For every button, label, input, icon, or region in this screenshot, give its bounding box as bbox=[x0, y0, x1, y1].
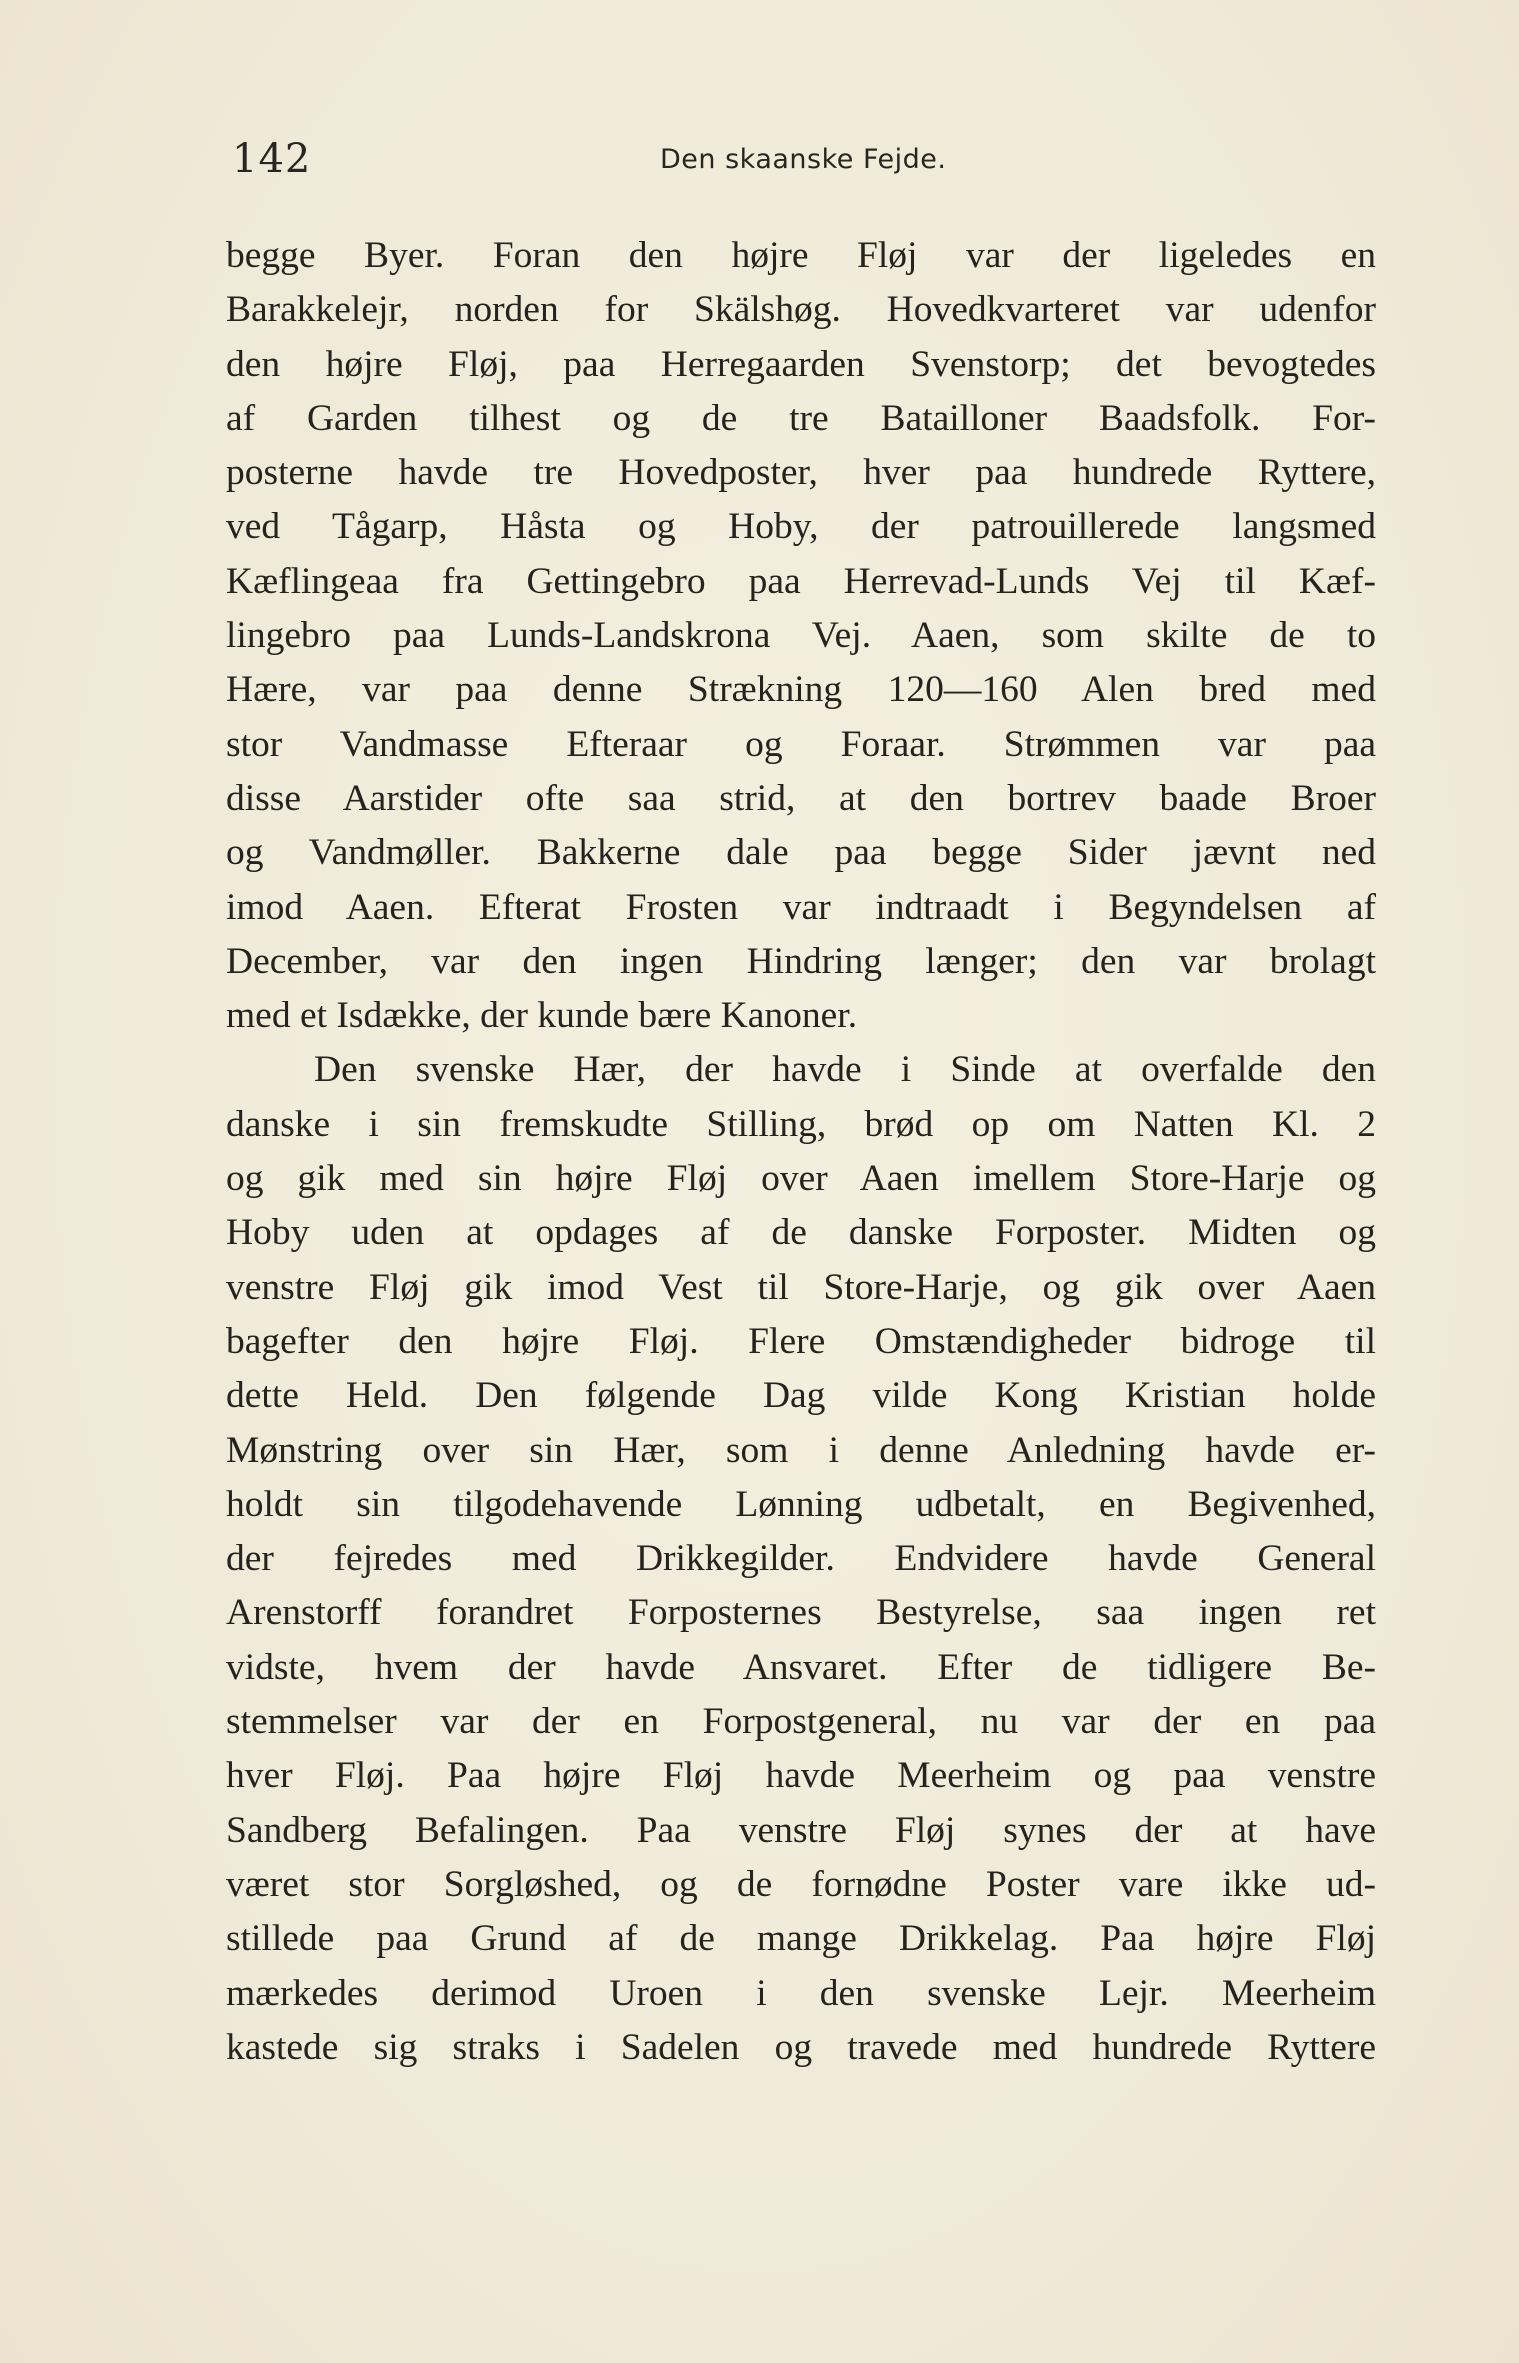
text-line: og gik med sin højre Fløj over Aaen imellem Store-Harje og bbox=[226, 1158, 1376, 1200]
text-line: disse Aarstider ofte saa strid, at den bortrev baade Broer bbox=[226, 777, 1376, 819]
text-line: med et Isdække, der kunde bære Kanoner. bbox=[226, 995, 858, 1037]
text-line: danske i sin fremskudte Stilling, brød op om Natten Kl. 2 bbox=[226, 1103, 1376, 1145]
page-header bbox=[226, 132, 1376, 192]
text-line: der fejredes med Drikkegilder. Endvidere havde General bbox=[226, 1538, 1376, 1580]
text-line: bagefter den højre Fløj. Flere Omstændigheder bidroge til bbox=[226, 1320, 1376, 1362]
text-line: ved Tågarp, Håsta og Hoby, der patrouillerede langsmed bbox=[226, 506, 1376, 548]
text-line: Hoby uden at opdages af de danske Forposter. Midten og bbox=[226, 1212, 1376, 1254]
text-line: lingebro paa Lunds-Landskrona Vej. Aaen, som skilte de to bbox=[226, 615, 1376, 657]
running-title: Den skaanske Fejde. bbox=[660, 144, 947, 175]
text-line: og Vandmøller. Bakkerne dale paa begge Sider jævnt ned bbox=[226, 832, 1376, 874]
paragraph-1 bbox=[226, 229, 1376, 1043]
text-line: den højre Fløj, paa Herregaarden Svenstorp; det bevogtedes bbox=[226, 343, 1376, 385]
text-line: imod Aaen. Efterat Frosten var indtraadt i Begyndelsen af bbox=[226, 886, 1376, 928]
text-line: December, var den ingen Hindring længer; den var brolagt bbox=[226, 940, 1376, 982]
text-line: stor Vandmasse Efteraar og Foraar. Strømmen var paa bbox=[226, 723, 1376, 765]
text-line: dette Held. Den følgende Dag vilde Kong Kristian holde bbox=[226, 1375, 1376, 1417]
text-line: stillede paa Grund af de mange Drikkelag. Paa højre Fløj bbox=[226, 1918, 1376, 1960]
text-line: Sandberg Befalingen. Paa venstre Fløj synes der at have bbox=[226, 1809, 1376, 1851]
text-line: Kæflingeaa fra Gettingebro paa Herrevad-Lunds Vej til Kæf- bbox=[226, 560, 1376, 602]
text-line: af Garden tilhest og de tre Batailloner Baadsfolk. For- bbox=[226, 397, 1376, 439]
text-line: Mønstring over sin Hær, som i denne Anledning havde er- bbox=[226, 1429, 1376, 1471]
text-line: Barakkelejr, norden for Skälshøg. Hovedkvarteret var udenfor bbox=[226, 289, 1376, 331]
text-line: mærkedes derimod Uroen i den svenske Lejr. Meerheim bbox=[226, 1972, 1376, 2014]
text-line: Hære, var paa denne Strækning 120—160 Alen bred med bbox=[226, 669, 1376, 711]
text-line: Den svenske Hær, der havde i Sinde at overfalde den bbox=[314, 1049, 1376, 1091]
text-line: hver Fløj. Paa højre Fløj havde Meerheim og paa venstre bbox=[226, 1755, 1376, 1797]
text-line: Arenstorff forandret Forposternes Bestyrelse, saa ingen ret bbox=[226, 1592, 1376, 1634]
page-number: 142 bbox=[232, 136, 312, 182]
text-line: venstre Fløj gik imod Vest til Store-Harje, og gik over Aaen bbox=[226, 1266, 1376, 1308]
paragraph-2 bbox=[226, 1043, 1376, 2075]
text-line: stemmelser var der en Forpostgeneral, nu var der en paa bbox=[226, 1701, 1376, 1743]
text-line: vidste, hvem der havde Ansvaret. Efter de tidligere Be- bbox=[226, 1646, 1376, 1688]
text-line: holdt sin tilgodehavende Lønning udbetalt, en Begivenhed, bbox=[226, 1483, 1376, 1525]
text-line: været stor Sorgløshed, og de fornødne Poster vare ikke ud- bbox=[226, 1863, 1376, 1905]
text-line: begge Byer. Foran den højre Fløj var der ligeledes en bbox=[226, 235, 1376, 276]
body-text bbox=[226, 229, 1376, 2075]
text-line: kastede sig straks i Sadelen og travede med hundrede Ryttere bbox=[226, 2026, 1376, 2068]
text-line: posterne havde tre Hovedposter, hver paa hundrede Ryttere, bbox=[226, 452, 1376, 494]
